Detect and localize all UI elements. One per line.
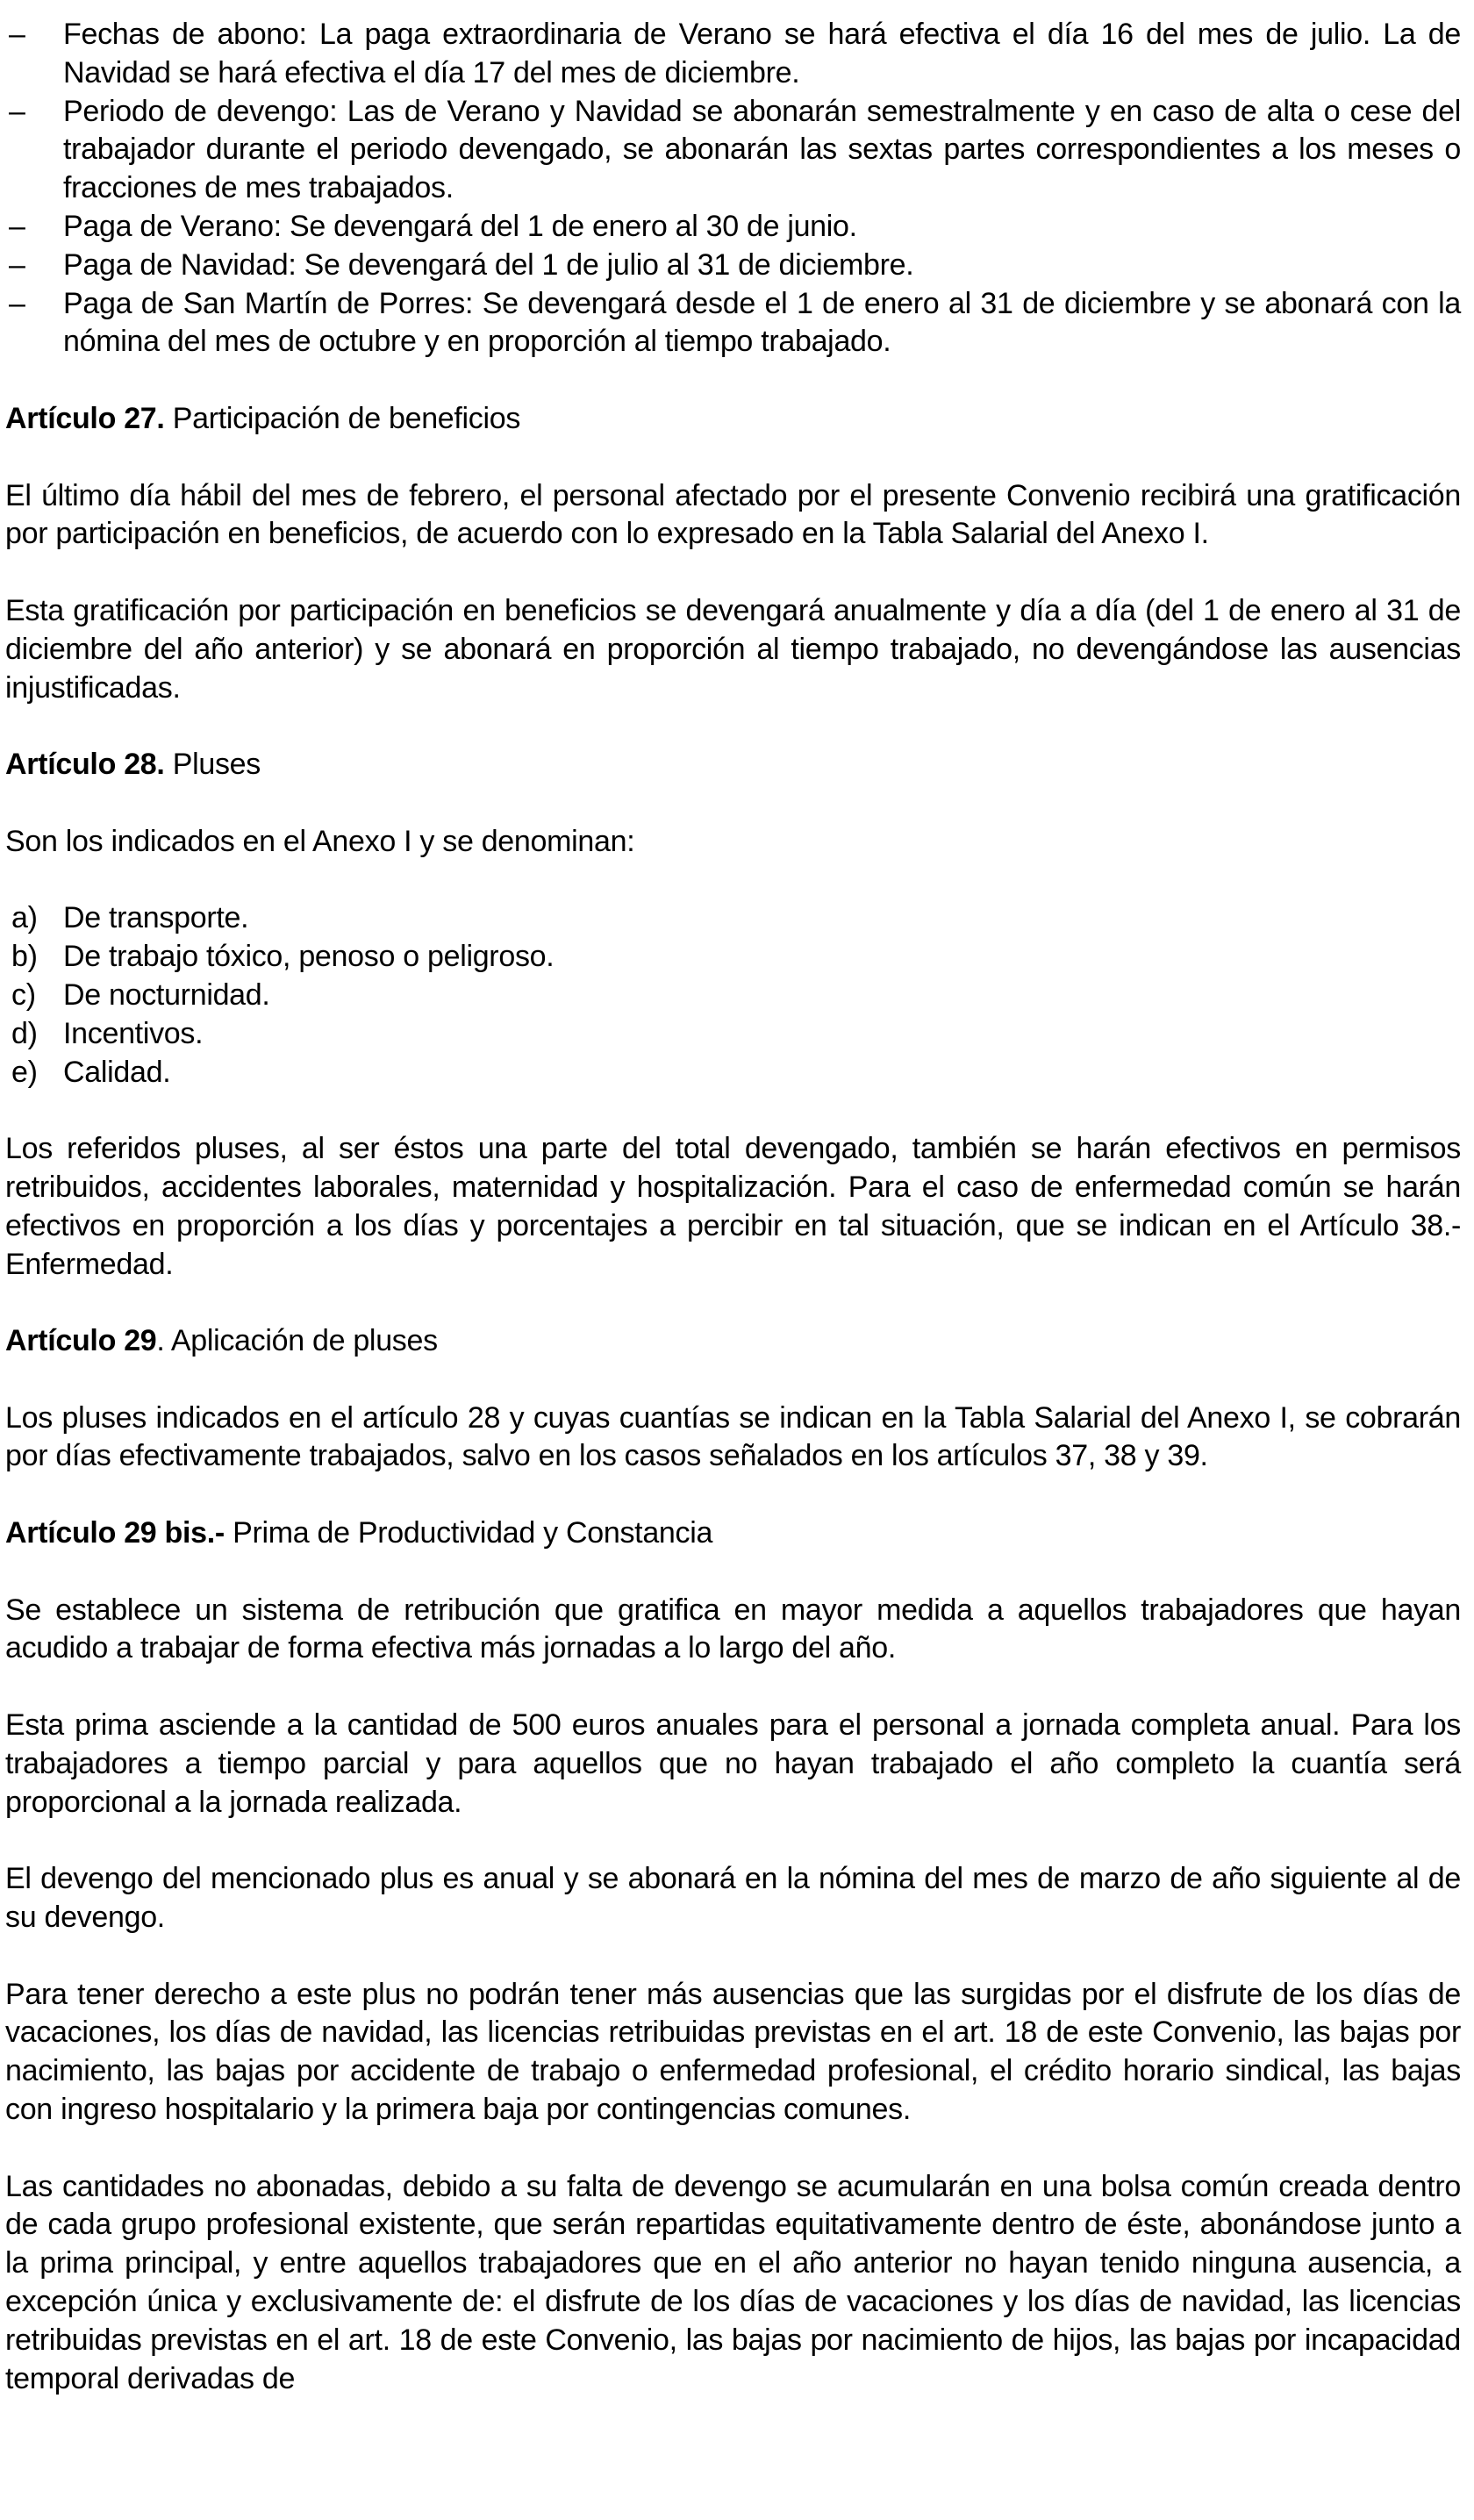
list-item-text: Fechas de abono: La paga extraordinaria de Verano se hará efectiva el día 16 del mes de julio. La de Navidad se hará efectiva el día 17 del mes de diciembre. [63,18,1461,89]
list-item-text: Periodo de devengo: Las de Verano y Navidad se abonarán semestralmente y en caso de alta o cese del trabajador durante el periodo devengado, se abonarán las sextas partes correspondientes a los meses o fracciones de mes trabajados. [63,94,1461,205]
article-title: Prima de Productividad y Constancia [224,1516,713,1550]
article-29-heading [5,1322,1461,1361]
list-item [5,1054,1461,1092]
dash-bullet: – [9,18,25,51]
pluses-list [5,899,1461,1092]
dash-bullet: – [9,94,25,128]
dash-bullet: – [9,209,25,243]
list-item [5,938,1461,977]
paragraph: Las cantidades no abonadas, debido a su falta de devengo se acumularán en una bolsa común creada dentro de cada grupo profesional existente, que serán repartidas equitativamente dentro de éste, abonándose junto a la prima principal, y entre aquellos trabajadores que en el año anterior no hayan tenido ninguna ausencia, a excepción única y exclusivamente de: el disfrute de los días de vacaciones y los días de navidad, las licencias retribuidas previstas en el art. 18 de este Convenio, las bajas por nacimiento de hijos, las bajas por incapacidad temporal derivadas de [5,2169,1461,2395]
paragraph: Esta gratificación por participación en beneficios se devengará anualmente y día a día (del 1 de enero al 31 de diciembre del año anterior) y se abonará en proporción al tiempo trabajado, no devengándose las ausencias injustificadas. [5,593,1461,705]
paragraph: El devengo del mencionado plus es anual y se abonará en la nómina del mes de marzo de año siguiente al de su devengo. [5,1862,1461,1935]
article-27-heading [5,400,1461,439]
list-item-text: De transporte. [63,901,249,935]
list-item [5,285,1461,362]
article-29bis-heading [5,1514,1461,1553]
list-item-text: Calidad. [63,1055,171,1089]
list-item [5,208,1461,247]
list-item-text: Paga de Verano: Se devengará del 1 de enero al 30 de junio. [63,209,857,243]
article-title: Participación de beneficios [164,401,521,435]
article-number: Artículo 29 bis.- [5,1516,225,1550]
letter-marker: a) [11,901,38,935]
letter-marker: e) [11,1055,38,1089]
article-title: . Aplicación de pluses [156,1324,438,1358]
list-item-text: Incentivos. [63,1016,204,1050]
article-title: Pluses [164,748,261,782]
list-item-text: De trabajo tóxico, penoso o peligroso. [63,940,555,974]
article-number: Artículo 29 [5,1324,157,1358]
list-item-text: De nocturnidad. [63,977,270,1012]
paragraph: Para tener derecho a este plus no podrán tener más ausencias que las surgidas por el disfrute de los días de vacaciones, los días de navidad, las licencias retribuidas previstas en el art. 18 de este Convenio, las bajas por nacimiento, las bajas por accidente de trabajo o enfermedad profesional, el crédito horario sindical, las bajas con ingreso hospitalario y la primera baja por contingencias comunes. [5,1977,1461,2127]
article-number: Artículo 28. [5,748,165,782]
paragraph: Esta prima asciende a la cantidad de 500 euros anuales para el personal a jornada completa anual. Para los trabajadores a tiempo parcial y para aquellos que no hayan trabajado el año completo la cuantía será proporcional a la jornada realizada. [5,1708,1461,1819]
letter-marker: b) [11,940,38,974]
list-item [5,1015,1461,1054]
letter-marker: d) [11,1016,38,1050]
paragraph: Los pluses indicados en el artículo 28 y cuyas cuantías se indican en la Tabla Salarial del Anexo I, se cobrarán por días efectivamente trabajados, salvo en los casos señalados en los artículos 37, 38 y 39. [5,1400,1461,1473]
letter-marker: c) [11,977,36,1012]
dash-bullet: – [9,286,25,320]
dash-bullet: – [9,247,25,282]
paragraph: El último día hábil del mes de febrero, el personal afectado por el presente Convenio recibirá una gratificación por participación en beneficios, de acuerdo con lo expresado en la Tabla Salarial del Anexo I. [5,478,1461,551]
list-item-text: Paga de San Martín de Porres: Se devengará desde el 1 de enero al 31 de diciembre y se abonará con la nómina del mes de octubre y en proporción al tiempo trabajado. [63,286,1461,359]
paragraph: Se establece un sistema de retribución que gratifica en mayor medida a aquellos trabajadores que hayan acudido a trabajar de forma efectiva más jornadas a lo largo del año. [5,1593,1461,1665]
list-item [5,247,1461,285]
paragraph: Son los indicados en el Anexo I y se denominan: [5,824,635,858]
paragraph: Los referidos pluses, al ser éstos una parte del total devengado, también se harán efectivos en permisos retribuidos, accidentes laborales, maternidad y hospitalización. Para el caso de enfermedad común se harán efectivos en proporción a los días y porcentajes a percibir en tal situación, que se indican en el Artículo 38.- Enfermedad. [5,1132,1461,1281]
list-item-text: Paga de Navidad: Se devengará del 1 de julio al 31 de diciembre. [63,247,914,282]
article-number: Artículo 27. [5,401,165,435]
article-28-heading [5,746,1461,784]
payment-dates-list [5,16,1461,362]
list-item [5,899,1461,938]
list-item [5,16,1461,93]
list-item [5,93,1461,208]
list-item [5,977,1461,1015]
